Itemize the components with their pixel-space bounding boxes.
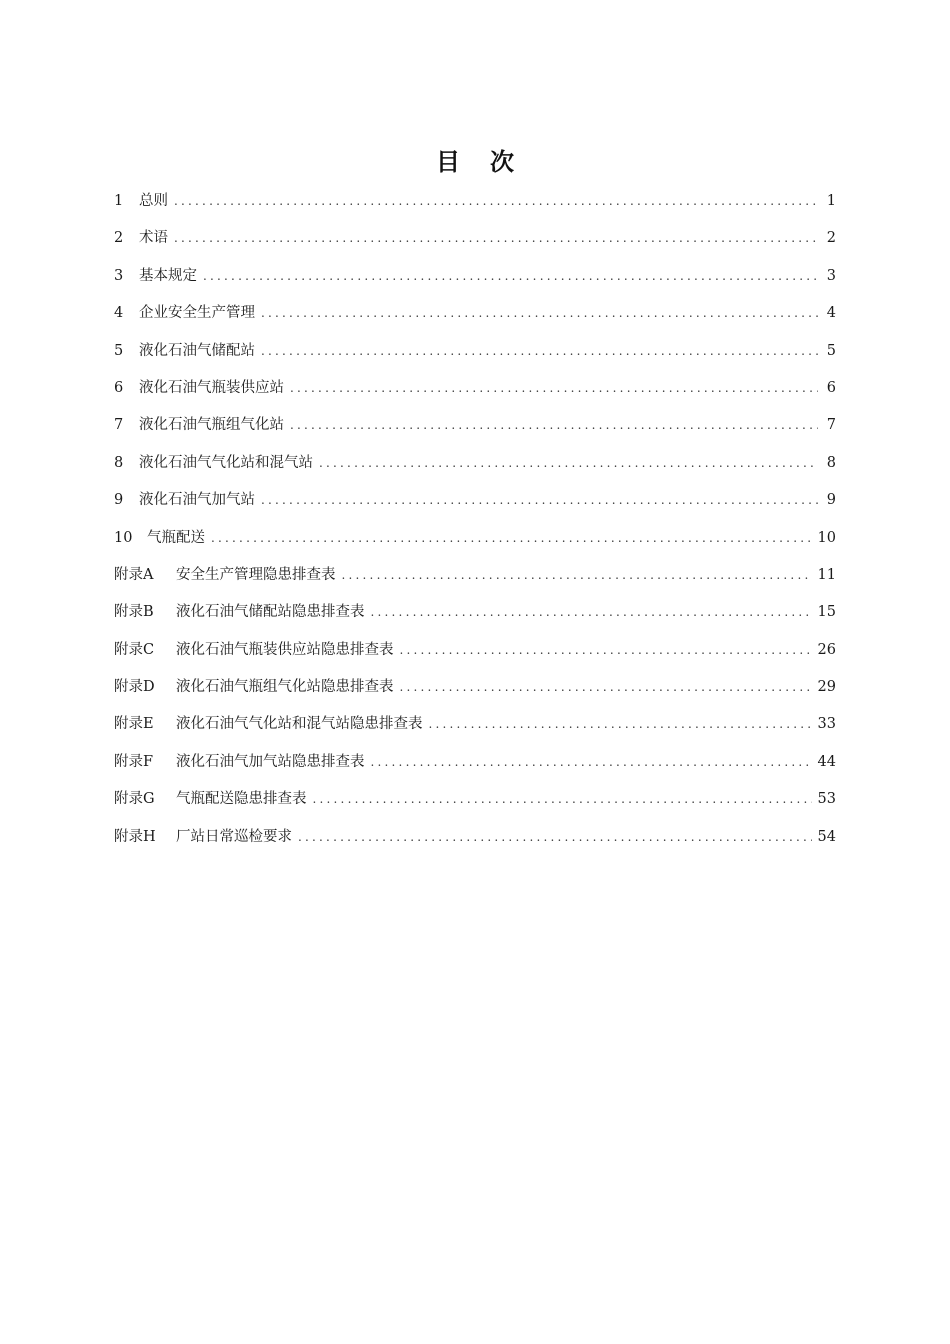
- toc-entry-label: 安全生产管理隐患排查表: [176, 566, 336, 583]
- toc-entry-label: 基本规定: [139, 267, 197, 284]
- toc-entry-label: 液化石油气瓶组气化站隐患排查表: [176, 679, 394, 696]
- toc-dot-leader: [203, 258, 818, 295]
- toc-dot-leader: [290, 407, 818, 444]
- toc-entry[interactable]: [114, 819, 836, 856]
- toc-dot-leader: [429, 706, 812, 743]
- toc-entry-page: 15: [817, 604, 836, 621]
- toc-entry-page: 9: [826, 492, 836, 509]
- toc-entry-label: 液化石油气气化站和混气站: [139, 454, 313, 471]
- toc-entry-page: 26: [817, 641, 836, 658]
- toc-entry-label: 液化石油气瓶装供应站隐患排查表: [176, 641, 394, 658]
- toc-dot-leader: [290, 370, 818, 407]
- toc-entry-label: 厂站日常巡检要求: [176, 828, 292, 845]
- toc-entry-label: 总则: [139, 193, 168, 209]
- toc-entry-label: 液化石油气储配站: [139, 342, 255, 359]
- toc-entry[interactable]: [114, 333, 836, 370]
- toc-entry[interactable]: [114, 520, 836, 557]
- toc-entry-number: 1: [114, 193, 124, 209]
- toc-dot-leader: [261, 482, 818, 519]
- toc-entry-number: 2: [114, 230, 124, 247]
- toc-entry[interactable]: [114, 557, 836, 594]
- toc-entry-label: 液化石油气瓶装供应站: [139, 379, 284, 396]
- toc-entry-number: 附录A: [114, 566, 154, 583]
- toc-entry[interactable]: [114, 781, 836, 818]
- toc-entry[interactable]: [114, 407, 836, 444]
- toc-dot-leader: [174, 220, 818, 257]
- table-of-contents: [114, 183, 836, 856]
- toc-entry-page: 33: [817, 716, 836, 733]
- toc-entry[interactable]: [114, 706, 836, 743]
- toc-entry-label: 液化石油气加气站: [139, 492, 255, 509]
- toc-entry-label: 气瓶配送: [147, 529, 205, 546]
- toc-entry-label: 液化石油气瓶组气化站: [139, 417, 284, 434]
- toc-entry-page: 3: [826, 267, 836, 284]
- toc-entry-label: 液化石油气储配站隐患排查表: [176, 604, 365, 621]
- toc-entry[interactable]: [114, 183, 836, 220]
- toc-entry-page: 7: [826, 417, 836, 434]
- toc-entry-number: 附录F: [114, 753, 154, 770]
- toc-entry-page: 11: [817, 566, 836, 583]
- toc-entry-page: 4: [826, 305, 836, 322]
- toc-entry[interactable]: [114, 220, 836, 257]
- toc-entry-label: 气瓶配送隐患排查表: [176, 791, 307, 808]
- toc-entry-page: 53: [817, 791, 836, 808]
- toc-dot-leader: [400, 632, 812, 669]
- toc-entry-number: 附录D: [114, 679, 155, 696]
- toc-entry-number: 9: [114, 492, 124, 509]
- toc-entry-label: 液化石油气加气站隐患排查表: [176, 753, 365, 770]
- toc-dot-leader: [400, 669, 812, 706]
- toc-entry-number: 附录B: [114, 604, 154, 621]
- toc-entry[interactable]: [114, 295, 836, 332]
- toc-entry-number: 6: [114, 379, 124, 396]
- toc-entry-number: 附录E: [114, 716, 154, 733]
- toc-dot-leader: [261, 333, 818, 370]
- toc-entry[interactable]: [114, 594, 836, 631]
- toc-entry-page: 29: [817, 679, 836, 696]
- toc-dot-leader: [313, 781, 812, 818]
- toc-dot-leader: [342, 557, 812, 594]
- toc-entry-number: 8: [114, 454, 124, 471]
- toc-entry-label: 术语: [139, 230, 168, 247]
- toc-entry[interactable]: [114, 632, 836, 669]
- toc-entry-page: 8: [826, 454, 836, 471]
- toc-dot-leader: [211, 520, 812, 557]
- toc-entry-number: 附录G: [114, 791, 155, 808]
- toc-entry-number: 附录H: [114, 828, 156, 845]
- toc-entry-number: 5: [114, 342, 124, 359]
- title-second-char: 次: [490, 148, 514, 176]
- toc-entry-page: 2: [826, 230, 836, 247]
- toc-entry[interactable]: [114, 370, 836, 407]
- toc-entry-number: 10: [114, 529, 133, 546]
- toc-entry-page: 44: [817, 753, 836, 770]
- toc-entry-number: 附录C: [114, 641, 155, 658]
- toc-entry-page: 1: [826, 193, 836, 209]
- toc-entry-page: 6: [826, 379, 836, 396]
- toc-entry[interactable]: [114, 482, 836, 519]
- toc-entry-number: 3: [114, 267, 124, 284]
- title-first-char: 目: [436, 148, 460, 176]
- toc-dot-leader: [371, 594, 812, 631]
- page-title: [0, 142, 950, 177]
- toc-dot-leader: [298, 819, 812, 856]
- toc-entry[interactable]: [114, 258, 836, 295]
- toc-entry[interactable]: [114, 669, 836, 706]
- toc-entry-number: 4: [114, 305, 124, 322]
- toc-dot-leader: [174, 183, 818, 220]
- toc-entry-page: 5: [826, 342, 836, 359]
- toc-entry-page: 10: [817, 529, 836, 546]
- toc-entry-label: 液化石油气气化站和混气站隐患排查表: [176, 716, 423, 733]
- toc-entry-number: 7: [114, 417, 124, 434]
- toc-entry[interactable]: [114, 744, 836, 781]
- toc-entry[interactable]: [114, 445, 836, 482]
- toc-entry-label: 企业安全生产管理: [139, 305, 255, 322]
- toc-dot-leader: [319, 445, 818, 482]
- toc-entry-page: 54: [817, 828, 836, 845]
- toc-dot-leader: [261, 295, 818, 332]
- toc-dot-leader: [371, 744, 812, 781]
